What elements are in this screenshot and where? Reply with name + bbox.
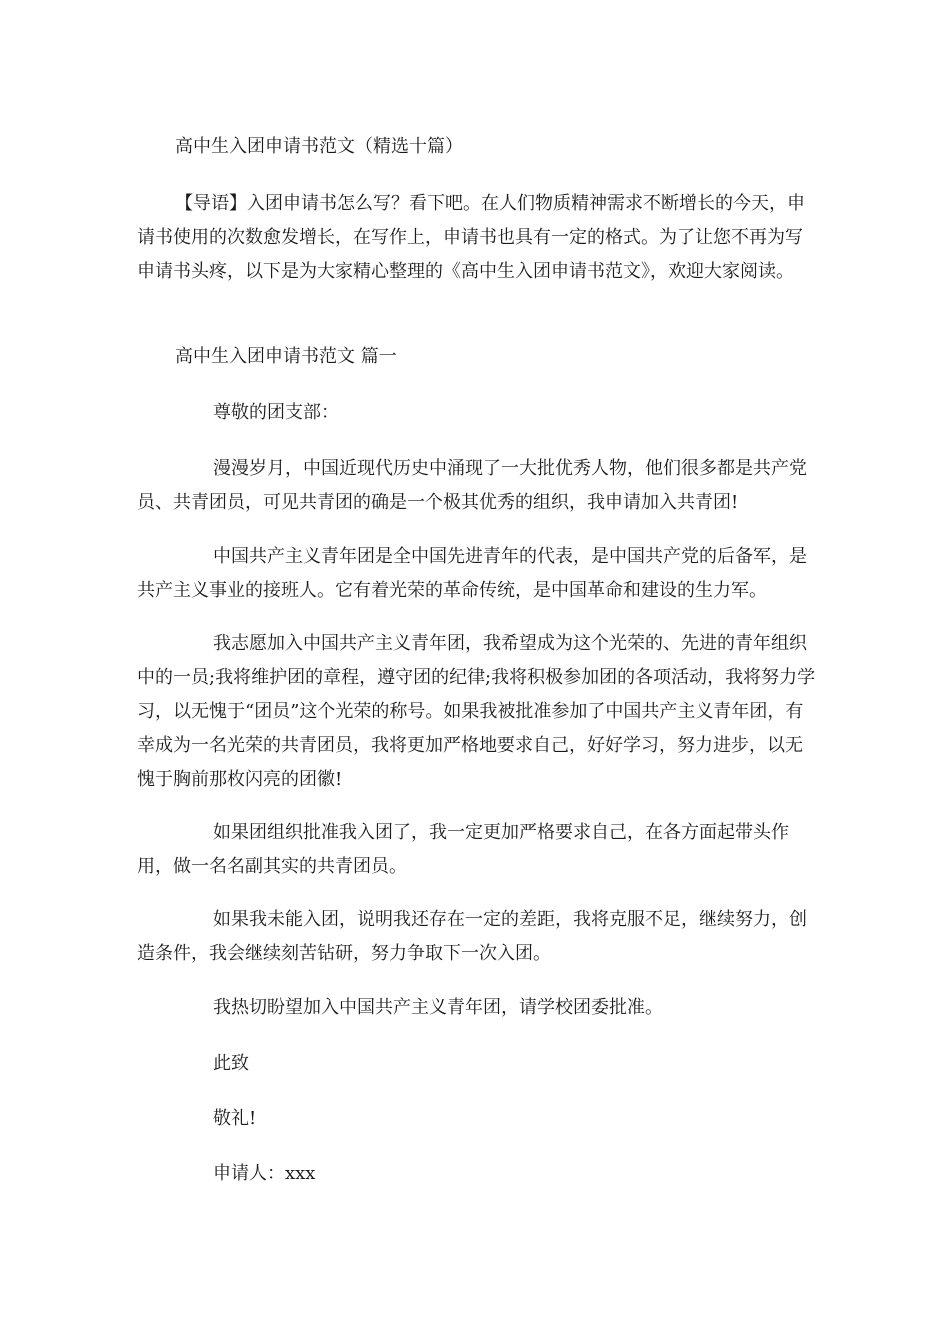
closing-phrase: 此致: [213, 1053, 249, 1074]
body-paragraph: 如果我未能入团，说明我还存在一定的差距，我将克服不足，继续努力，创造条件，我会继续刻苦钻研，努力争取下一次入团。: [137, 909, 807, 964]
salutation: 尊敬的团支部：: [213, 402, 339, 423]
body-paragraph: 我志愿加入中国共产主义青年团，我希望成为这个光荣的、先进的青年组织中的一员;我将维护团的章程，遵守团的纪律;我将积极参加团的各项活动，我将努力学习，以无愧于“团员”这个光荣的称号。如果我被批准参加了中国共产主义青年团，有幸成为一名光荣的共青团员，我将更加严格地要求自己，好好学习，努力进步，以无愧于胸前那枚闪亮的团徽!: [137, 633, 816, 790]
signature: 申请人：xxx: [213, 1163, 316, 1184]
closing-request: 我热切盼望加入中国共产主义青年团，请学校团委批准。: [213, 997, 663, 1018]
closing-salute: 敬礼!: [213, 1108, 257, 1129]
intro-paragraph: 【导语】入团申请书怎么写？看下吧。在人们物质精神需求不断增长的今天，申请书使用的次数愈发增长，在写作上，申请书也具有一定的格式。为了让您不再为写申请书头疼，以下是为大家精心整理的《高中生入团申请书范文》，欢迎大家阅读。: [137, 193, 805, 282]
body-paragraph: 漫漫岁月，中国近现代历史中涌现了一大批优秀人物，他们很多都是共产党员、共青团员，可见共青团的确是一个极其优秀的组织，我申请加入共青团!: [137, 458, 807, 513]
document-title: 高中生入团申请书范文（精选十篇）: [175, 136, 463, 157]
body-paragraph: 中国共产主义青年团是全中国先进青年的代表，是中国共产党的后备军，是共产主义事业的接班人。它有着光荣的革命传统，是中国革命和建设的生力军。: [137, 546, 807, 601]
section-heading: 高中生入团申请书范文 篇一: [175, 346, 397, 367]
body-paragraph: 如果团组织批准我入团了，我一定更加严格要求自己，在各方面起带头作用，做一名名副其实的共青团员。: [137, 822, 789, 877]
